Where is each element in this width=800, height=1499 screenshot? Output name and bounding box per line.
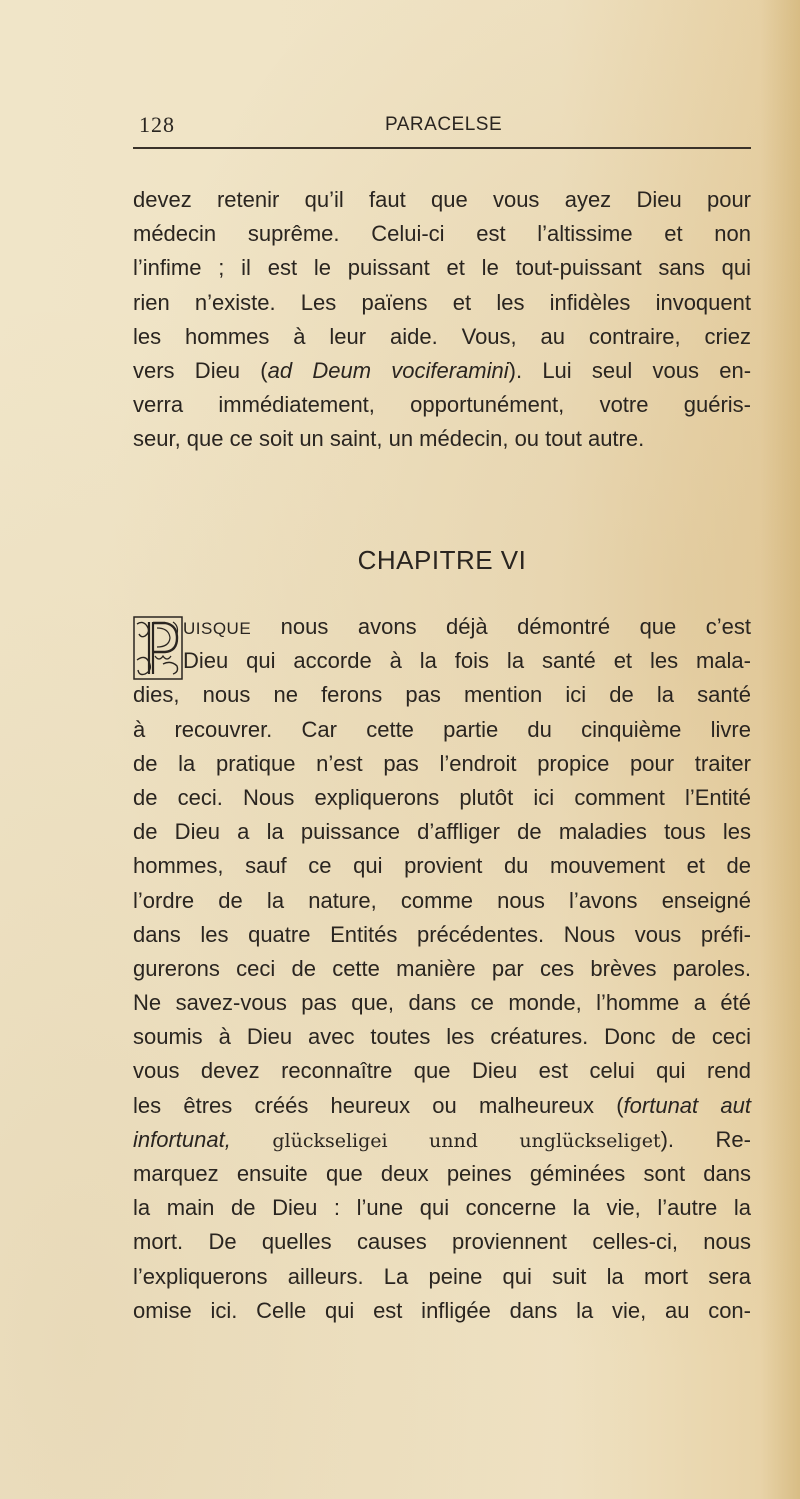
text-line: devez retenir qu’il faut que vous ayez Dieu pour (133, 187, 751, 212)
text-line: la main de Dieu : l’une qui concerne la vie, l’autre la (133, 1195, 751, 1221)
page-number: 128 (139, 112, 175, 137)
text-line: omise ici. Celle qui est infligée dans la vie, au con- (133, 1297, 751, 1323)
text-line: Ne savez-vous pas que, dans ce monde, l’homme a été (133, 990, 751, 1016)
text-line: l’expliquerons ailleurs. La peine qui suit la mort sera (133, 1263, 751, 1289)
svg-text:P: P (156, 646, 157, 647)
running-title: PARACELSE (385, 114, 503, 135)
text-line: de ceci. Nous expliquerons plutôt ici comment l’Entité (133, 784, 751, 810)
text-line: à recouvrer. Car cette partie du cinquième livre (133, 716, 751, 742)
text-line: médecin suprême. Celui-ci est l’altissime et non (133, 221, 751, 247)
text-segment: ). Re- (660, 1126, 751, 1152)
text-line (133, 1123, 751, 1157)
first-word-smallcaps: UISQUE (183, 619, 252, 638)
text-segment: vers Dieu ( (133, 357, 268, 383)
header-rule (133, 147, 751, 149)
text-line (133, 610, 751, 644)
text-line: Dieu qui accorde à la fois la santé et les mala- (183, 648, 751, 674)
chapter-title: CHAPITRE VI (357, 545, 527, 575)
text-line: de la pratique n’est pas l’endroit propice pour traiter (133, 750, 751, 776)
text-line: rien n’existe. Les païens et les infidèles invoquent (133, 289, 751, 315)
paragraph-2 (133, 610, 751, 1328)
text-line: hommes, sauf ce qui provient du mouvement et de (133, 853, 751, 879)
text-line: les hommes à leur aide. Vous, au contraire, criez (133, 323, 751, 349)
text-line: de Dieu a la puissance d’affliger de maladies tous les (133, 819, 751, 845)
running-head (133, 112, 751, 142)
text-line: mort. De quelles causes proviennent celles-ci, nous (133, 1229, 751, 1255)
text-line: gurerons ceci de cette manière par ces brèves paroles. (133, 955, 751, 981)
latin-phrase: infortunat, (133, 1126, 231, 1152)
text-line: soumis à Dieu avec toutes les créatures. Donc de ceci (133, 1024, 751, 1050)
text-line: seur, que ce soit un saint, un médecin, ou tout autre. (133, 426, 645, 452)
text-segment: nous avons déjà démontré que c’est (251, 614, 751, 639)
text-line: dies, nous ne ferons pas mention ici de la santé (133, 682, 751, 708)
paragraph-1 (133, 183, 751, 457)
text-line: vous devez reconnaître que Dieu est celui qui rend (133, 1058, 751, 1084)
text-line: dans les quatre Entités précédentes. Nous vous préfi- (133, 921, 751, 947)
text-line (133, 354, 751, 388)
text-segment: les êtres créés heureux ou malheureux ( (133, 1092, 624, 1118)
text-line: l’infime ; il est le puissant et le tout-puissant sans qui (133, 255, 751, 281)
text-line: marquez ensuite que deux peines géminées sont dans (133, 1161, 751, 1186)
text-segment: ). Lui seul vous en- (508, 357, 752, 383)
text-line: l’ordre de la nature, comme nous l’avons enseigné (133, 887, 751, 913)
latin-phrase: ad Deum vociferamini (267, 357, 509, 383)
text-line: verra immédiatement, opportunément, votre guéris- (133, 392, 751, 418)
gothic-german-phrase: glückseligei unnd unglückseliget (272, 1129, 661, 1152)
text-line (133, 1089, 751, 1123)
latin-phrase: fortunat aut (623, 1092, 751, 1118)
